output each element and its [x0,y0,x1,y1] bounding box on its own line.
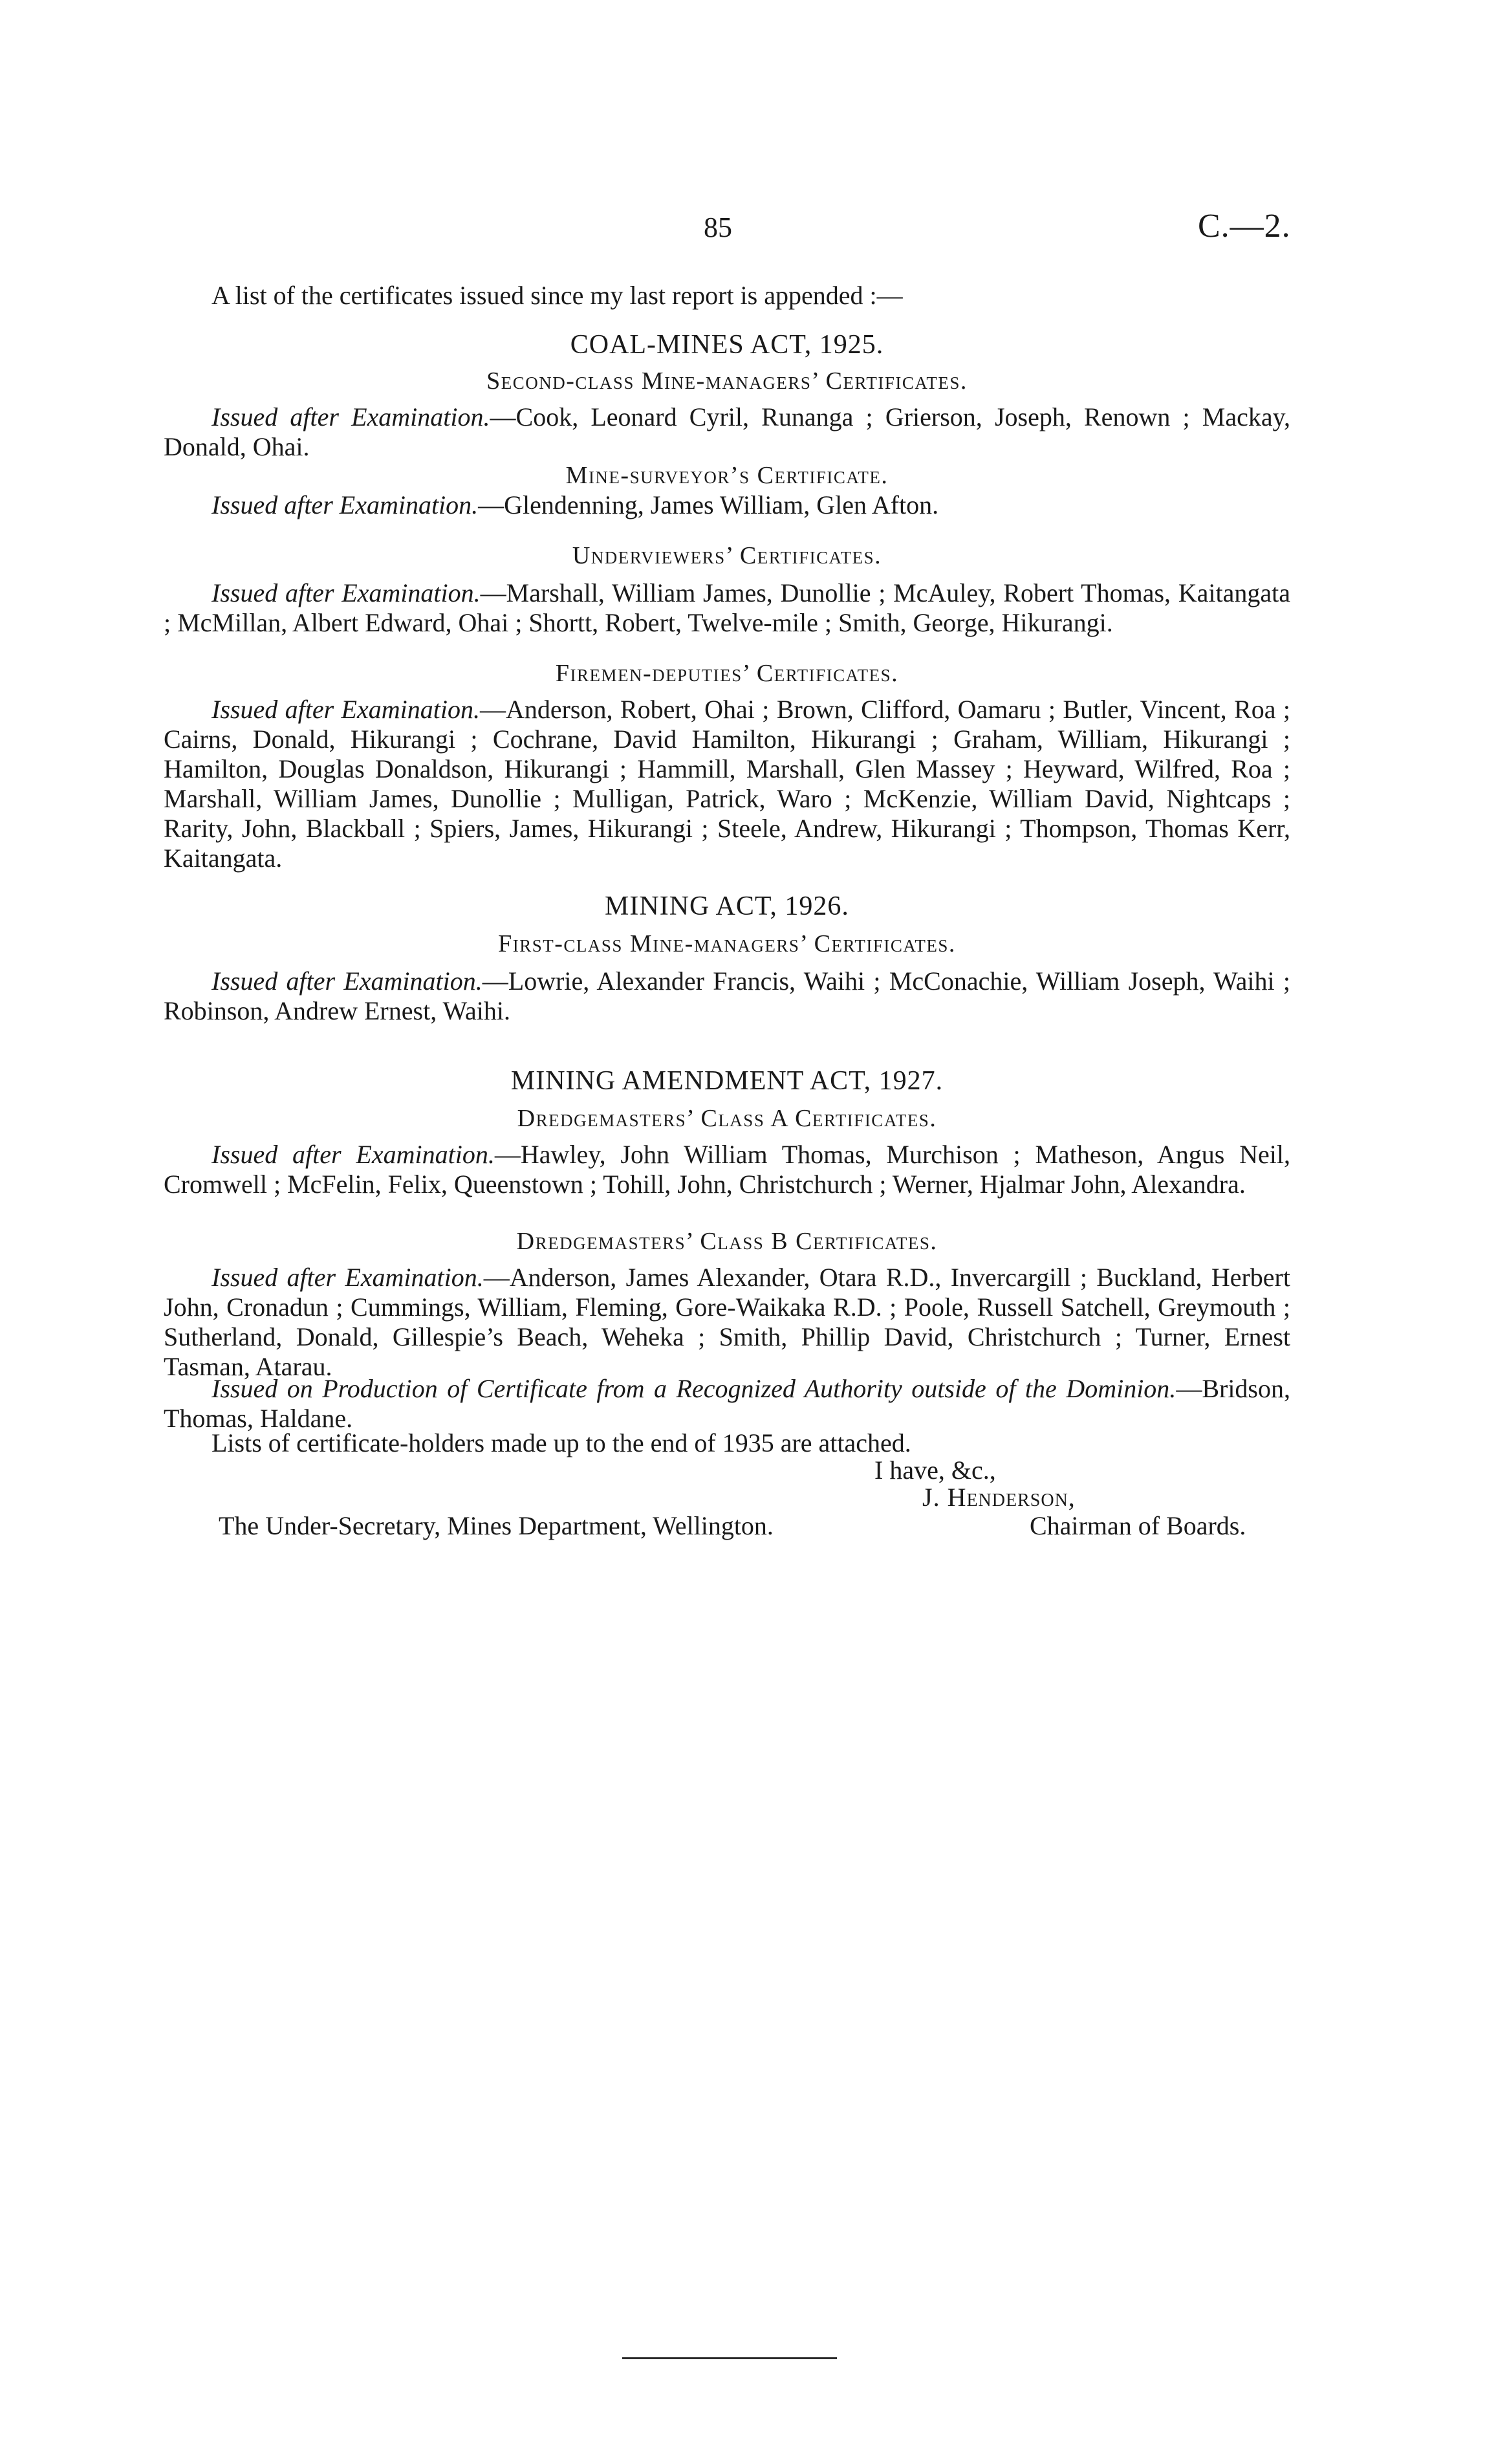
surveyor-heading-block [164,461,1290,490]
lead-in-text: Issued after Examination. [211,402,490,431]
heading-second-class-managers: Second-class Mine-managers’ Certificates. [486,367,968,395]
second-class-heading-block [164,366,1290,396]
first-class-entry [164,966,1290,1026]
certificate-holders-text: —Lowrie, Alexander Francis, Waihi ; McConachie, William Joseph, Waihi ; Robinson, Andrew Ernest, Waihi. [164,966,1290,1025]
certificate-holders-text: —Cook, Leonard Cyril, Runanga ; Grierson, Joseph, Renown ; Mackay, Donald, Ohai. [164,402,1291,461]
lead-in-text: Issued after Examination. [211,1140,495,1169]
closing-note-block [164,1428,1290,1458]
certificate-holders-text: —Marshall, William James, Dunollie ; McAuley, Robert Thomas, Kaitangata ; McMillan, Albert Edward, Ohai ; Shortt, Robert, Twelve-mile ; Smith, George, Hikurangi. [164,578,1291,637]
signature: J. Henderson, [922,1483,1076,1512]
certificate-holders-text: —Anderson, James Alexander, Otara R.D., Invercargill ; Buckland, Herbert John, Cronadun ; Cummings, William, Fleming, Gore-Waikaka R.D. ; Poole, Russell Satchell, Greymouth ; Sutherland, Donald, Gillespie’s Beach, Weheka ; Smith, Phillip David, Christchurch ; Turner, Ernest Tasman, Atarau. [164,1263,1290,1381]
production-entry [164,1374,1290,1434]
class-a-heading-block [164,1104,1290,1133]
lead-in-text: Issued after Examination. [211,966,482,996]
surveyor-entry [164,490,1290,520]
lists-note: Lists of certificate-holders made up to the end of 1935 are attached. [211,1428,911,1457]
closing-rule [622,2357,837,2359]
page-number: 85 [704,212,732,243]
firemen-entry [164,695,1290,873]
lead-in-text: Issued after Examination. [211,695,480,724]
certificate-holders-text: —Hawley, John William Thomas, Murchison ; Matheson, Angus Neil, Cromwell ; McFelin, Felix, Queenstown ; Tohill, John, Christchurch ; Werner, Hjalmar John, Alexandra. [164,1140,1290,1199]
lead-in-text: Issued after Examination. [211,490,479,519]
heading-first-class-managers: First-class Mine-managers’ Certificates. [498,930,956,957]
class-b-heading-block [164,1227,1290,1256]
underviewers-heading-block [164,541,1290,571]
act-title-mining: MINING ACT, 1926. [605,891,849,921]
lead-in-text: Issued on Production of Certificate from a Recognized Authority outside of the Dominion. [211,1374,1176,1403]
certificate-holders-text: —Anderson, Robert, Ohai ; Brown, Clifford, Oamaru ; Butler, Vincent, Roa ; Cairns, Donald, Hikurangi ; Cochrane, David Hamilton, Hikurangi ; Graham, William, Hikurangi ; Hamilton, Douglas Donaldson, Hikurangi ; Hammill, Marshall, Glen Massey ; Heyward, Wilfred, Roa ; Marshall, William James, Dunollie ; Mulligan, Patrick, Waro ; McKenzie, William David, Nightcaps ; Rarity, John, Blackball ; Spiers, James, Hikurangi ; Steele, Andrew, Hikurangi ; Thompson, Thomas Kerr, Kaitangata. [164,695,1291,873]
mining-amendment-title-block [164,1066,1290,1096]
second-class-entry [164,402,1290,462]
underviewers-entry [164,578,1290,638]
lead-in-text: Issued after Examination. [211,578,481,607]
intro-text: A list of the certificates issued since my last report is appended :— [211,281,903,310]
act-title-mining-amendment: MINING AMENDMENT ACT, 1927. [510,1066,944,1096]
act-title-coal-mines: COAL-MINES ACT, 1925. [570,330,884,360]
intro-block [164,281,1290,311]
heading-mine-surveyor: Mine-surveyor’s Certificate. [565,462,889,489]
certificate-holders-text: —Glendenning, James William, Glen Afton. [478,490,939,519]
certificate-holders-text: —Bridson, Thomas, Haldane. [164,1374,1290,1433]
firemen-heading-block [164,659,1290,688]
salutation: I have, &c., [874,1456,996,1485]
first-class-heading-block [164,929,1290,959]
page-reference: C.—2. [1198,208,1291,245]
heading-underviewers: Underviewers’ Certificates. [572,542,882,569]
heading-firemen-deputies: Firemen-deputies’ Certificates. [555,660,899,687]
addressee: The Under-Secretary, Mines Department, Wellington. [219,1511,774,1540]
class-a-entry [164,1140,1290,1199]
class-b-entry [164,1263,1290,1382]
lead-in-text: Issued after Examination. [211,1263,484,1292]
heading-dredgemasters-class-a: Dredgemasters’ Class A Certificates. [517,1105,937,1132]
heading-dredgemasters-class-b: Dredgemasters’ Class B Certificates. [516,1228,938,1255]
coal-mines-title-block [164,330,1290,360]
mining-title-block [164,891,1290,921]
signatory-title: Chairman of Boards. [1030,1511,1246,1540]
